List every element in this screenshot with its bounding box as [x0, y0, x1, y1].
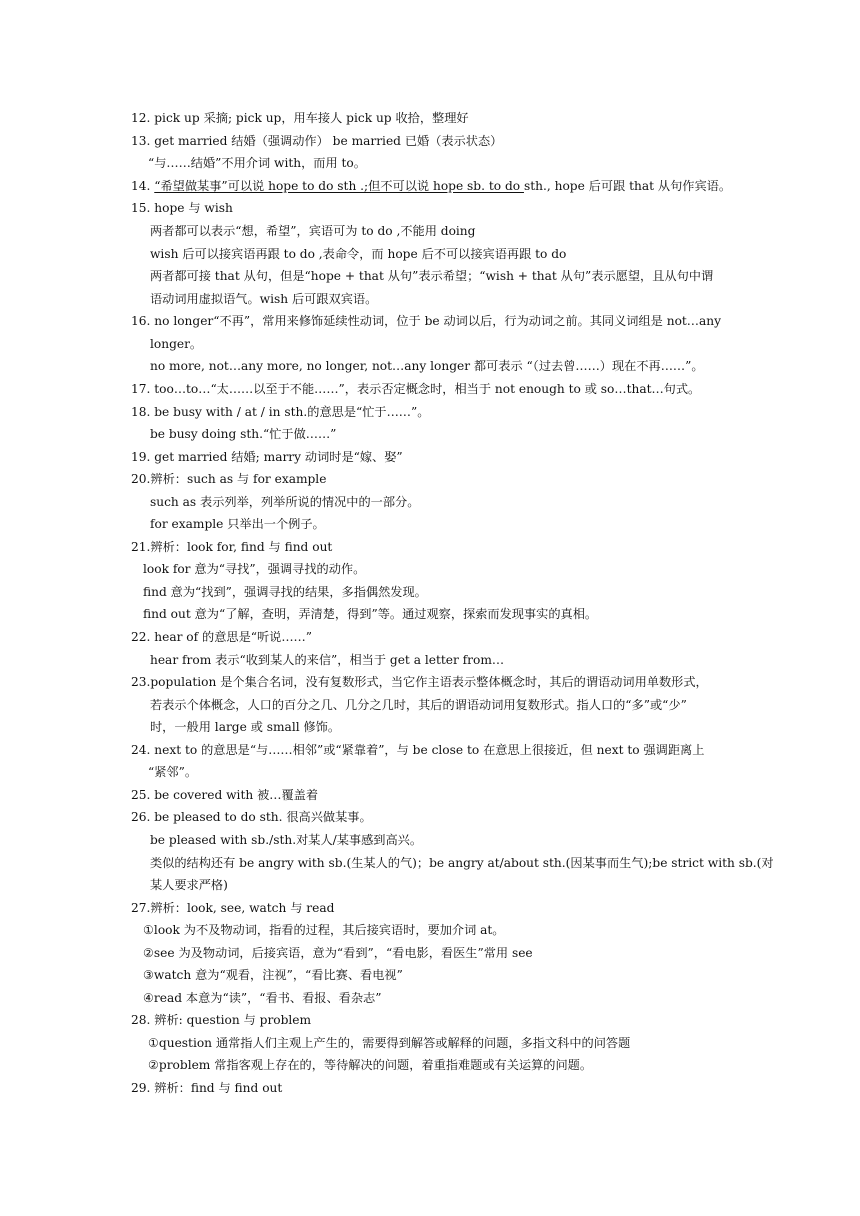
text-line: longer。	[150, 337, 203, 351]
text-line: 23.population 是个集合名词，没有复数形式，当它作主语表示整体概念时，其后的谓语动词用单数形式，	[131, 675, 708, 689]
text-line: 若表示个体概念，人口的百分之几、几分之几时，其后的谓语动词用复数形式。指人口的“多”或“少”	[150, 698, 687, 712]
text-line: 24. next to 的意思是“与……相邻”或“紧靠着”，与 be close to 在意思上很接近，但 next to 强调距离上	[131, 743, 705, 757]
text-line: 16. no longer“不再”，常用来修饰延续性动词，位于 be 动词以后，行为动词之前。其同义词组是 not…any	[131, 314, 721, 328]
text-line: 18. be busy with / at / in sth.的意思是“忙于……”。	[131, 405, 430, 419]
text-line: be pleased with sb./sth.对某人/某事感到高兴。	[150, 833, 423, 847]
text-line: 时，一般用 large 或 small 修饰。	[150, 720, 341, 734]
text-line: find out 意为“了解，查明，弄清楚，得到”等。通过观察，探索而发现事实的真相。	[143, 607, 598, 621]
text-line: 两者都可以表示“想，希望”，宾语可为 to do ,不能用 doing	[150, 224, 476, 238]
text-line: ④read 本意为“读”，“看书、看报、看杂志”	[143, 991, 382, 1005]
text-line: 21.辨析：look for, find 与 find out	[131, 540, 333, 554]
text-line: 22. hear of 的意思是“听说……”	[131, 630, 312, 644]
text-segment: sth., hope 后可跟 that 从句作宾语。	[523, 179, 732, 193]
text-line: ①look 为不及物动词，指看的过程，其后接宾语时，要加介词 at。	[143, 923, 505, 937]
text-line: ②see 为及物动词，后接宾语，意为“看到”，“看电影，看医生”常用 see	[143, 946, 533, 960]
text-line: 20.辨析：such as 与 for example	[131, 472, 327, 486]
text-line: no more, not…any more, no longer, not…any longer 都可表示 “（过去曾……）现在不再……”。	[150, 359, 704, 373]
text-line: such as 表示列举，列举所说的情况中的一部分。	[150, 495, 420, 509]
text-line: ③watch 意为“观看，注视”，“看比赛、看电视”	[143, 968, 403, 982]
text-line: “紧邻”。	[148, 765, 198, 779]
text-line: 两者都可接 that 从句，但是“hope + that 从句”表示希望；“wish + that 从句”表示愿望，且从句中谓	[150, 269, 714, 283]
text-line: hear from 表示“收到某人的来信”，相当于 get a letter from…	[150, 653, 505, 667]
text-line: ②problem 常指客观上存在的，等待解决的问题，着重指难题或有关运算的问题。	[148, 1058, 593, 1072]
text-line: wish 后可以接宾语再跟 to do ,表命令，而 hope 后不可以接宾语再跟 to do	[150, 247, 567, 261]
text-line: 25. be covered with 被…覆盖着	[131, 788, 319, 802]
text-line	[131, 178, 731, 194]
text-line: ①question 通常指人们主观上产生的，需要得到解答或解释的问题，多指文科中的问答题	[148, 1036, 631, 1050]
text-line: “与……结婚”不用介词 with，而用 to。	[148, 156, 366, 170]
text-line: 12. pick up 采摘; pick up，用车接人 pick up 收拾，整理好	[131, 111, 469, 125]
text-line: 28. 辨析: question 与 problem	[131, 1013, 312, 1027]
text-line: 19. get married 结婚; marry 动词时是“嫁、娶”	[131, 450, 403, 464]
text-line: 29. 辨析：find 与 find out	[131, 1081, 283, 1095]
text-line: 15. hope 与 wish	[131, 201, 233, 215]
text-line: 某人要求严格)	[150, 878, 228, 892]
text-line: 13. get married 结婚（强调动作） be married 已婚（表示状态）	[131, 134, 503, 148]
text-line: look for 意为“寻找”，强调寻找的动作。	[143, 562, 366, 576]
text-segment: 14.	[131, 179, 155, 193]
text-line: 语动词用虚拟语气。wish 后可跟双宾语。	[150, 292, 378, 306]
text-line: 17. too…to…“太……以至于不能……”，表示否定概念时，相当于 not enough to 或 so…that…句式。	[131, 382, 701, 396]
underlined-text-segment: “希望做某事”可以说 hope to do sth .;但不可以说 hope sb. to do	[154, 179, 524, 193]
text-line: for example 只举出一个例子。	[150, 517, 325, 531]
text-line: be busy doing sth.“忙于做……”	[150, 427, 337, 441]
text-line: 类似的结构还有 be angry with sb.(生某人的气)；be angry at/about sth.(因某事而生气);be strict with sb.(对	[150, 856, 774, 870]
text-line: find 意为“找到”，强调寻找的结果，多指偶然发现。	[143, 585, 427, 599]
text-line: 27.辨析：look, see, watch 与 read	[131, 901, 335, 915]
text-line: 26. be pleased to do sth. 很高兴做某事。	[131, 810, 372, 824]
